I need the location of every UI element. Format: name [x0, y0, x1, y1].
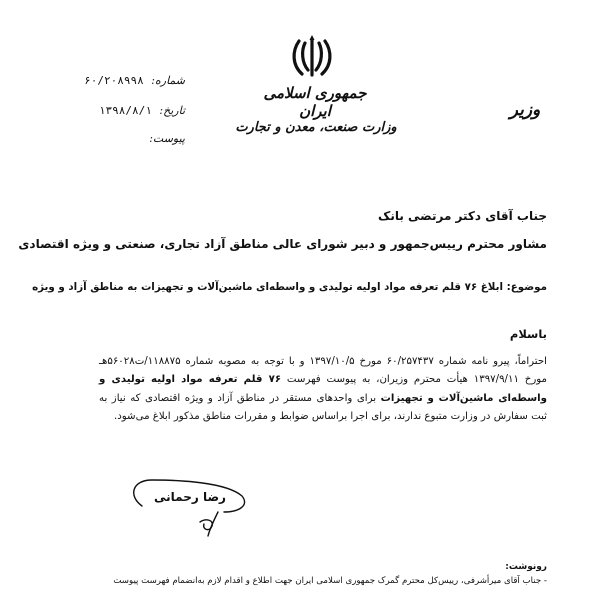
minister-label: وزیر	[509, 100, 541, 120]
ministry-name: وزارت صنعت، معدن و تجارت	[235, 120, 397, 135]
signature-mark	[118, 474, 258, 544]
letter-date	[60, 104, 185, 117]
letter-attachment-label: پیوست:	[149, 132, 185, 145]
letter-body-part1: احتراماً، پیرو نامه شماره ۶۰/۲۵۷۴۳۷ مورخ ۱۳۹۷/۱۰/۵ و با توجه به مصوبه شماره ۱۱۸۸۷۵/ت۵۶۰۲۸هـ مورخ ۱۳۹۷/۹/۱۱ هیأت محترم وزیران، به پیوست فهرست	[99, 356, 547, 386]
letter-attachment	[60, 132, 185, 145]
cc-item: - جناب آقای میرأشرفی، رییس‌کل محترم گمرک جمهوری اسلامی ایران جهت اطلاع و اقدام لازم به‌انضمام فهرست پیوست	[113, 576, 547, 586]
recipient-name: جناب آقای دکتر مرتضی بانک	[378, 209, 547, 223]
letter-subject: موضوع: ابلاغ ۷۶ قلم تعرفه مواد اولیه تولیدی و واسطه‌ای ماشین‌آلات و تجهیزات به مناطق آزاد و ویژه	[32, 281, 547, 293]
state-title: جمهوری اسلامی ایران	[263, 84, 367, 120]
letter-body	[99, 353, 547, 426]
letter-body-part3: برای واحدهای مستقر در مناطق آزاد و ویژه اقتصادی که نیاز به ثبت سفارش در وزارت متبوع ندارند، برای اجرا براساس ضوابط و مقررات مناطق مذکور ابلاغ می‌شود.	[99, 392, 547, 422]
signatory-name: رضا رحمانی	[154, 490, 226, 504]
cc-label: رونوشت:	[505, 562, 547, 572]
letter-number	[60, 74, 185, 87]
letter-date-value: ۱۳۹۸/۸/۱	[98, 104, 152, 117]
letter-number-value: ۶۰/۲۰۸۹۹۸	[84, 74, 144, 87]
letter-body-highlight: ۷۶ قلم تعرفه مواد اولیه تولیدی و واسطه‌ای ماشین‌آلات و تجهیزات	[99, 374, 547, 404]
salutation: باسلام	[509, 327, 547, 341]
letter-number-label: شماره:	[151, 74, 185, 87]
letter-date-label: تاریخ:	[159, 104, 185, 117]
recipient-title: مشاور محترم رییس‌جمهور و دبیر شورای عالی مناطق آزاد تجاری، صنعتی و ویژه اقتصادی	[18, 237, 547, 251]
iran-emblem-icon	[290, 33, 334, 79]
